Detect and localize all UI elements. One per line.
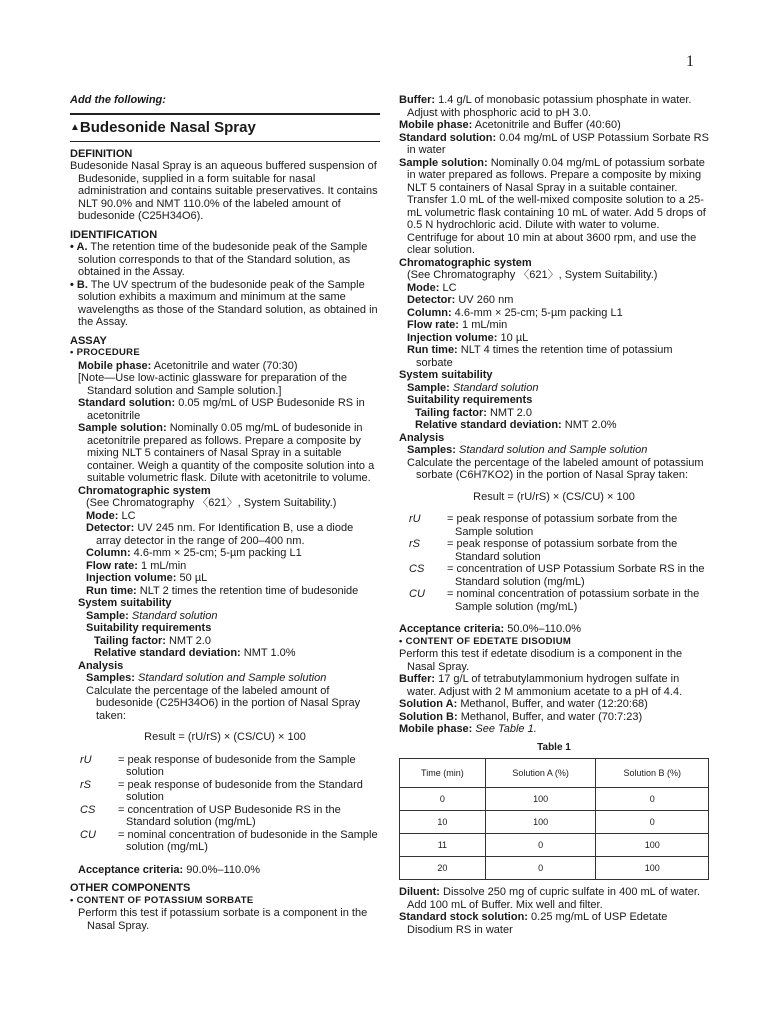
- definition-row: [409, 513, 709, 538]
- flow-rate-text: 1 mL/min: [141, 559, 187, 572]
- injection-volume-label: Injection volume:: [407, 331, 498, 344]
- potassium-sorbate-label: • CONTENT OF POTASSIUM SORBATE: [70, 894, 254, 906]
- acceptance-criteria-label: Acceptance criteria:: [399, 623, 505, 635]
- table-cell: 11: [400, 834, 486, 857]
- mobile-phase: [399, 119, 709, 132]
- suitability-sample: [70, 610, 380, 623]
- def-text: = peak response of potassium sorbate from the Sample solution: [447, 513, 678, 538]
- note-text: [Note—Use low-actinic glassware for preparation of the Standard solution and Sample solution.]: [78, 372, 348, 397]
- system-suitability-label: System suitability: [78, 597, 172, 609]
- standard-stock-text: 0.25 mg/mL of USP Edetate Disodium RS in water: [407, 911, 668, 936]
- gradient-table: [399, 758, 709, 880]
- table-caption: Table 1: [537, 741, 571, 753]
- id-a-label: • A.: [70, 241, 88, 253]
- definition-row: [409, 538, 709, 563]
- system-suitability-label: System suitability: [399, 369, 493, 381]
- analysis-samples-label: Samples:: [407, 444, 456, 456]
- standard-solution-text: 0.04 mg/mL of USP Potassium Sorbate RS in water: [407, 131, 709, 156]
- column: [399, 307, 709, 320]
- acceptance-criteria-text: 90.0%–110.0%: [186, 863, 261, 876]
- run-time-text: NLT 2 times the retention time of budesonide: [139, 584, 359, 597]
- table-header: Solution B (%): [596, 759, 709, 788]
- standard-solution-label: Standard solution:: [78, 397, 176, 409]
- sample-solution: [70, 422, 380, 485]
- table-cell: 100: [596, 834, 709, 857]
- chrom-see: (See Chromatography 〈621〉, System Suitability.): [407, 269, 658, 281]
- add-following-note: Add the following:: [70, 94, 166, 106]
- diluent-label: Diluent:: [399, 886, 440, 898]
- table-cell: 0: [485, 857, 596, 880]
- table-cell: 0: [596, 788, 709, 811]
- formula-definitions: [409, 513, 709, 613]
- id-b-text: The UV spectrum of the budesonide peak of the Sample solution exhibits a maximum and minimum at the same wavelengths as those of the Standard solution, as obtained in the Assay.: [78, 278, 378, 328]
- mobile-phase-label: Mobile phase:: [78, 359, 152, 372]
- def-text: = nominal concentration of budesonide in the Sample solution (mg/mL): [118, 828, 378, 853]
- injection-volume-label: Injection volume:: [86, 572, 177, 584]
- calc-instruction: Calculate the percentage of the labeled amount of budesonide (C25H34O6) in the portion of Nasal Spray taken:: [86, 684, 361, 722]
- injection-volume: [70, 572, 380, 585]
- injection-volume: [399, 332, 709, 345]
- def-symbol: CU: [80, 828, 96, 841]
- diluent: [399, 886, 709, 911]
- identification-heading: IDENTIFICATION: [70, 228, 158, 241]
- analysis-label: Analysis: [78, 659, 124, 672]
- definition-heading: DEFINITION: [70, 147, 133, 160]
- detector: [70, 522, 380, 547]
- mode-label: Mode:: [86, 509, 119, 522]
- mode-text: LC: [442, 281, 457, 294]
- table-header-row: [400, 759, 709, 788]
- suitability-sample-label: Sample:: [407, 381, 450, 394]
- solution-b: [399, 711, 709, 724]
- solution-b-label: Solution B:: [399, 710, 458, 723]
- edetate-disodium-label: • CONTENT OF EDETATE DISODIUM: [399, 635, 572, 647]
- standard-solution: [399, 132, 709, 157]
- sample-solution-text: Nominally 0.04 mg/mL of potassium sorbate in water prepared as follows. Prepare a composite by mixing NLT 5 containers of Nasal Spray in a suitable container. Transfer 1.0 mL of the well-mixed composite solution to a 25-mL volumetric flask containing 10 mL of water. Add 5 drops of 0.5 N hydrochloric acid. Dilute with water to volume. Centrifuge for about 10 min at about 3600 rpm, and use the clear solution.: [407, 156, 706, 256]
- column-label: Column:: [86, 547, 131, 559]
- formula-definitions: [80, 754, 380, 854]
- column-text: 4.6-mm × 25-cm; 5-µm packing L1: [454, 306, 623, 319]
- definition-row: [80, 779, 380, 804]
- acceptance-criteria: [70, 864, 380, 877]
- buffer-text: 1.4 g/L of monobasic potassium phosphate in water. Adjust with phosphoric acid to pH 3.0.: [407, 94, 692, 119]
- mobile-phase-2-label: Mobile phase:: [399, 723, 473, 735]
- def-text: = peak response of budesonide from the Sample solution: [118, 753, 356, 778]
- table-cell: 0: [596, 811, 709, 834]
- flow-rate-label: Flow rate:: [407, 319, 459, 331]
- table-row: [400, 788, 709, 811]
- result-formula: Result = (rU/rS) × (CS/CU) × 100: [473, 490, 635, 503]
- diluent-text: Dissolve 250 mg of cupric sulfate in 400 mL of water. Add 100 mL of Buffer. Mix well and filter.: [407, 886, 701, 911]
- sample-solution-label: Sample solution:: [78, 422, 167, 434]
- monograph-title: [70, 113, 380, 142]
- buffer: [399, 94, 709, 119]
- column-label: Column:: [407, 306, 452, 319]
- mode-text: LC: [121, 509, 136, 522]
- procedure-label: • PROCEDURE: [70, 347, 140, 358]
- standard-solution-label: Standard solution:: [399, 131, 497, 144]
- calc-instruction: Calculate the percentage of the labeled amount of potassium sorbate (C6H7KO2) in the portion of Nasal Spray taken:: [407, 456, 704, 481]
- definition-row: [80, 804, 380, 829]
- table-cell: 0: [400, 788, 486, 811]
- page-number: 1: [686, 53, 694, 70]
- right-column: [399, 94, 709, 936]
- standard-stock-solution: [399, 911, 709, 936]
- def-symbol: CU: [409, 588, 425, 600]
- result-formula: Result = (rU/rS) × (CS/CU) × 100: [144, 731, 306, 743]
- run-time-text: NLT 4 times the retention time of potassium sorbate: [416, 344, 673, 369]
- table-cell: 100: [596, 857, 709, 880]
- table-row: [400, 857, 709, 880]
- def-text: = peak response of potassium sorbate from the Standard solution: [447, 538, 678, 563]
- run-time-label: Run time:: [86, 584, 137, 597]
- insert-mark: ▲: [70, 121, 80, 133]
- tailing-factor-text: NMT 2.0: [489, 406, 532, 419]
- rsd-label: Relative standard deviation:: [94, 647, 241, 659]
- definition-text: Budesonide Nasal Spray is an aqueous buffered suspension of Budesonide, supplied in a form suitable for nasal administration and contains suitable preservatives. It contains NLT 90.0% and NMT 110.0% of the labeled amount of budesonide (C25H34O6).: [70, 160, 378, 222]
- injection-volume-text: 10 µL: [500, 331, 529, 344]
- run-time: [399, 344, 709, 369]
- flow-rate-text: 1 mL/min: [462, 319, 508, 331]
- table-cell: 10: [400, 811, 486, 834]
- mobile-phase-text: Acetonitrile and Buffer (40:60): [474, 119, 621, 131]
- edetate-disodium-text: Perform this test if edetate disodium is a component in the Nasal Spray.: [399, 648, 683, 673]
- buffer-2-label: Buffer:: [399, 673, 436, 685]
- rsd-text: NMT 2.0%: [564, 419, 617, 431]
- chrom-see: (See Chromatography 〈621〉, System Suitability.): [86, 497, 337, 509]
- column-text: 4.6-mm × 25-cm; 5-µm packing L1: [133, 547, 302, 559]
- suitability-sample: [399, 382, 709, 395]
- def-text: = concentration of USP Budesonide RS in the Standard solution (mg/mL): [118, 803, 341, 828]
- tailing-factor-text: NMT 2.0: [168, 634, 211, 647]
- table-cell: 20: [400, 857, 486, 880]
- suitability-requirements-label: Suitability requirements: [407, 394, 533, 406]
- table-header: Time (min): [400, 759, 486, 788]
- rsd: [399, 419, 709, 432]
- flow-rate: [70, 560, 380, 573]
- definition-row: [80, 754, 380, 779]
- def-text: = nominal concentration of potassium sorbate in the Sample solution (mg/mL): [447, 588, 700, 613]
- def-symbol: CS: [409, 563, 425, 575]
- injection-volume-text: 50 µL: [179, 572, 208, 584]
- tailing-factor: [70, 635, 380, 648]
- definition-row: [409, 588, 709, 613]
- other-components-heading: OTHER COMPONENTS: [70, 882, 191, 894]
- analysis-samples: [399, 444, 709, 457]
- mobile-phase: [70, 360, 380, 373]
- table-cell: 100: [485, 811, 596, 834]
- standard-solution: [70, 397, 380, 422]
- detector-text: UV 245 nm. For Identification B, use a diode array detector in the range of 200–400 nm.: [96, 522, 354, 547]
- acceptance-criteria-label: Acceptance criteria:: [78, 863, 184, 876]
- table-header: Solution A (%): [485, 759, 596, 788]
- table-cell: 100: [485, 788, 596, 811]
- def-symbol: rU: [80, 753, 92, 766]
- id-a-text: The retention time of the budesonide peak of the Sample solution corresponds to that of the Standard solution, as obtained in the Assay.: [78, 241, 368, 278]
- mobile-phase-2-text: See Table 1.: [475, 723, 537, 735]
- left-column: [70, 94, 380, 932]
- solution-b-text: Methanol, Buffer, and water (70:7:23): [460, 710, 643, 723]
- column: [70, 547, 380, 560]
- rsd-label: Relative standard deviation:: [415, 419, 562, 431]
- analysis-samples: [70, 672, 380, 685]
- buffer-2: [399, 673, 709, 698]
- mode: [399, 282, 709, 295]
- run-time-label: Run time:: [407, 344, 458, 356]
- chrom-system-label: Chromatographic system: [78, 484, 211, 497]
- sample-solution-text: Nominally 0.05 mg/mL of budesonide in acetonitrile prepared as follows. Prepare a composite by mixing NLT 5 containers of Nasal Spray in a suitable container. Weigh a quantity of the composite solution into a suitable volumetric flask. Dilute with acetonitrile to volume.: [87, 422, 375, 484]
- tailing-factor-label: Tailing factor:: [94, 634, 166, 647]
- analysis-samples-text: Standard solution and Sample solution: [458, 444, 648, 456]
- def-symbol: rU: [409, 513, 421, 525]
- flow-rate: [399, 319, 709, 332]
- chrom-system-label: Chromatographic system: [399, 256, 532, 269]
- analysis-label: Analysis: [399, 431, 445, 444]
- detector: [399, 294, 709, 307]
- acceptance-criteria-text: 50.0%–110.0%: [507, 623, 582, 635]
- solution-a: [399, 698, 709, 711]
- tailing-factor: [399, 407, 709, 420]
- table-cell: 0: [485, 834, 596, 857]
- suitability-sample-label: Sample:: [86, 609, 129, 622]
- def-text: = peak response of budesonide from the Standard solution: [118, 778, 363, 803]
- standard-stock-label: Standard stock solution:: [399, 911, 528, 923]
- acceptance-criteria: [399, 623, 709, 636]
- definition-row: [409, 563, 709, 588]
- table-row: [400, 811, 709, 834]
- solution-a-text: Methanol, Buffer, and water (12:20:68): [460, 698, 648, 710]
- run-time: [70, 585, 380, 598]
- analysis-samples-label: Samples:: [86, 672, 135, 684]
- def-symbol: CS: [80, 803, 96, 816]
- detector-text: UV 260 nm: [458, 294, 514, 306]
- def-text: = concentration of USP Potassium Sorbate RS in the Standard solution (mg/mL): [447, 563, 705, 588]
- rsd: [70, 647, 380, 660]
- analysis-samples-text: Standard solution and Sample solution: [137, 672, 327, 684]
- title-text: Budesonide Nasal Spray: [79, 118, 256, 136]
- def-symbol: rS: [80, 778, 91, 791]
- suitability-sample-text: Standard solution: [452, 381, 539, 394]
- buffer-2-text: 17 g/L of tetrabutylammonium hydrogen sulfate in water. Adjust with 2 M ammonium acetate to a pH of 4.4.: [407, 673, 683, 698]
- table-row: [400, 834, 709, 857]
- flow-rate-label: Flow rate:: [86, 559, 138, 572]
- detector-label: Detector:: [407, 294, 456, 306]
- mobile-phase-label: Mobile phase:: [399, 119, 473, 131]
- tailing-factor-label: Tailing factor:: [415, 406, 487, 419]
- id-b-label: • B.: [70, 278, 88, 291]
- identification-a: [70, 241, 380, 279]
- sample-solution: [399, 157, 709, 257]
- solution-a-label: Solution A:: [399, 698, 458, 710]
- mode-label: Mode:: [407, 281, 440, 294]
- buffer-label: Buffer:: [399, 94, 436, 106]
- mode: [70, 510, 380, 523]
- standard-solution-text: 0.05 mg/mL of USP Budesonide RS in acetonitrile: [87, 397, 365, 422]
- def-symbol: rS: [409, 538, 420, 550]
- identification-b: [70, 279, 380, 329]
- rsd-text: NMT 1.0%: [243, 647, 296, 659]
- mobile-phase-text: Acetonitrile and water (70:30): [153, 359, 298, 372]
- suitability-requirements-label: Suitability requirements: [86, 622, 212, 634]
- definition-row: [80, 829, 380, 854]
- suitability-sample-text: Standard solution: [131, 609, 218, 622]
- sample-solution-label: Sample solution:: [399, 156, 488, 169]
- detector-label: Detector:: [86, 522, 135, 534]
- assay-heading: ASSAY: [70, 334, 107, 347]
- potassium-sorbate-text: Perform this test if potassium sorbate is a component in the Nasal Spray.: [78, 907, 368, 932]
- mobile-phase-2: [399, 723, 709, 736]
